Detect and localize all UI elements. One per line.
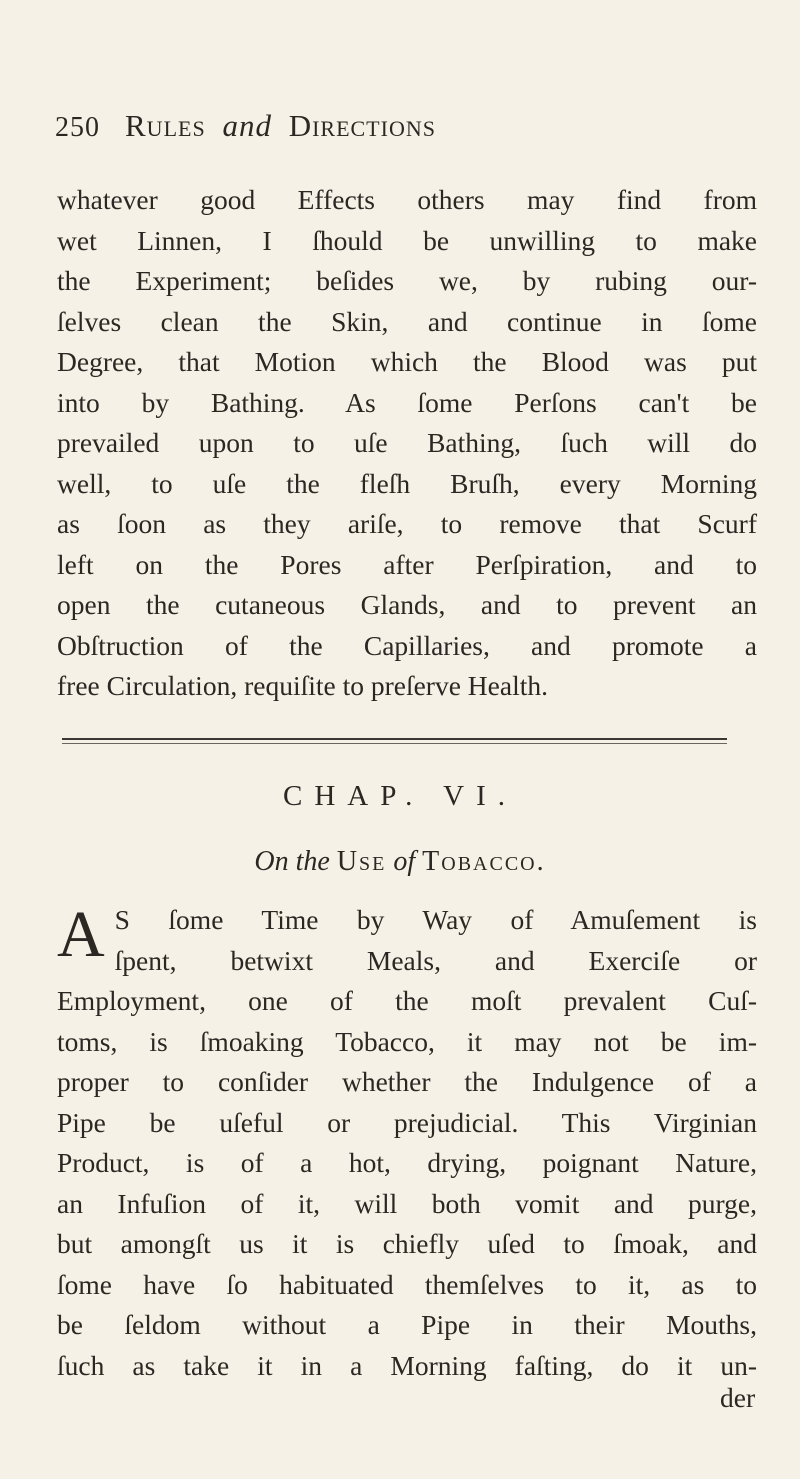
- text-line: proper to conſider whether the Indulgence of a: [57, 1066, 757, 1097]
- paragraph-tobacco: [57, 900, 757, 1386]
- running-title-rules: Rules: [125, 108, 206, 143]
- text-line: Pipe be uſeful or prejudicial. This Virginian: [57, 1106, 757, 1138]
- text-line: Employment, one of the moſt prevalent Cuſ-: [57, 985, 757, 1016]
- text-line: into by Bathing. As ſome Perſons can't be: [57, 386, 757, 418]
- text-line: whatever good Effects others may find from: [57, 184, 757, 215]
- text-line: well, to uſe the fleſh Bruſh, every Morning: [57, 467, 757, 499]
- text-line: be ſeldom without a Pipe in their Mouths,: [57, 1309, 757, 1340]
- page-number: 250: [55, 112, 100, 143]
- text-line: an Infuſion of it, will both vomit and purge,: [57, 1187, 757, 1219]
- running-title-and: and: [222, 108, 272, 143]
- text-line: ſpent, betwixt Meals, and Exerciſe or: [114, 944, 757, 976]
- text-line: toms, is ſmoaking Tobacco, it may not be im-: [57, 1025, 757, 1057]
- text-line: Product, is of a hot, drying, poignant Nature,: [57, 1147, 757, 1178]
- text-line: S ſome Time by Way of Amuſement is: [114, 904, 757, 935]
- text-line: prevailed upon to uſe Bathing, ſuch will do: [57, 427, 757, 458]
- chapter-title: CHAP. VI.: [283, 780, 517, 812]
- text-line: wet Linnen, I ſhould be unwilling to make: [57, 224, 757, 256]
- text-line: ſelves clean the Skin, and continue in ſome: [57, 305, 757, 337]
- chapter-divider-rule-thin: [62, 743, 727, 744]
- text-line: ſome have ſo habituated themſelves to it, as to: [57, 1268, 757, 1300]
- chapter-subtitle: [0, 846, 800, 878]
- text-line: Obſtruction of the Capillaries, and promote a: [57, 629, 757, 661]
- subtitle-use: Use: [336, 846, 387, 877]
- subtitle-on-the: On the: [254, 846, 330, 877]
- running-head: [55, 108, 755, 148]
- chapter-divider-rule: [62, 738, 727, 740]
- paragraph-bathing: [57, 180, 757, 707]
- text-line: open the cutaneous Glands, and to prevent an: [57, 589, 757, 620]
- subtitle-tobacco: Tobacco.: [422, 846, 546, 877]
- drop-cap: A: [57, 898, 105, 971]
- text-line: left on the Pores after Perſpiration, and to: [57, 548, 757, 580]
- text-line: as ſoon as they ariſe, to remove that Scurf: [57, 508, 757, 539]
- catchword: der: [720, 1382, 756, 1413]
- text-line: Degree, that Motion which the Blood was put: [57, 346, 757, 377]
- subtitle-of: of: [393, 846, 416, 877]
- running-title-directions: Directions: [288, 108, 436, 143]
- text-line: but amongſt us it is chiefly uſed to ſmoak, and: [57, 1228, 757, 1259]
- text-line: free Circulation, requiſite to preſerve Health.: [57, 670, 548, 701]
- text-line: the Experiment; beſides we, by rubing our-: [57, 265, 757, 296]
- text-line: ſuch as take it in a Morning faſting, do it un-: [57, 1349, 757, 1381]
